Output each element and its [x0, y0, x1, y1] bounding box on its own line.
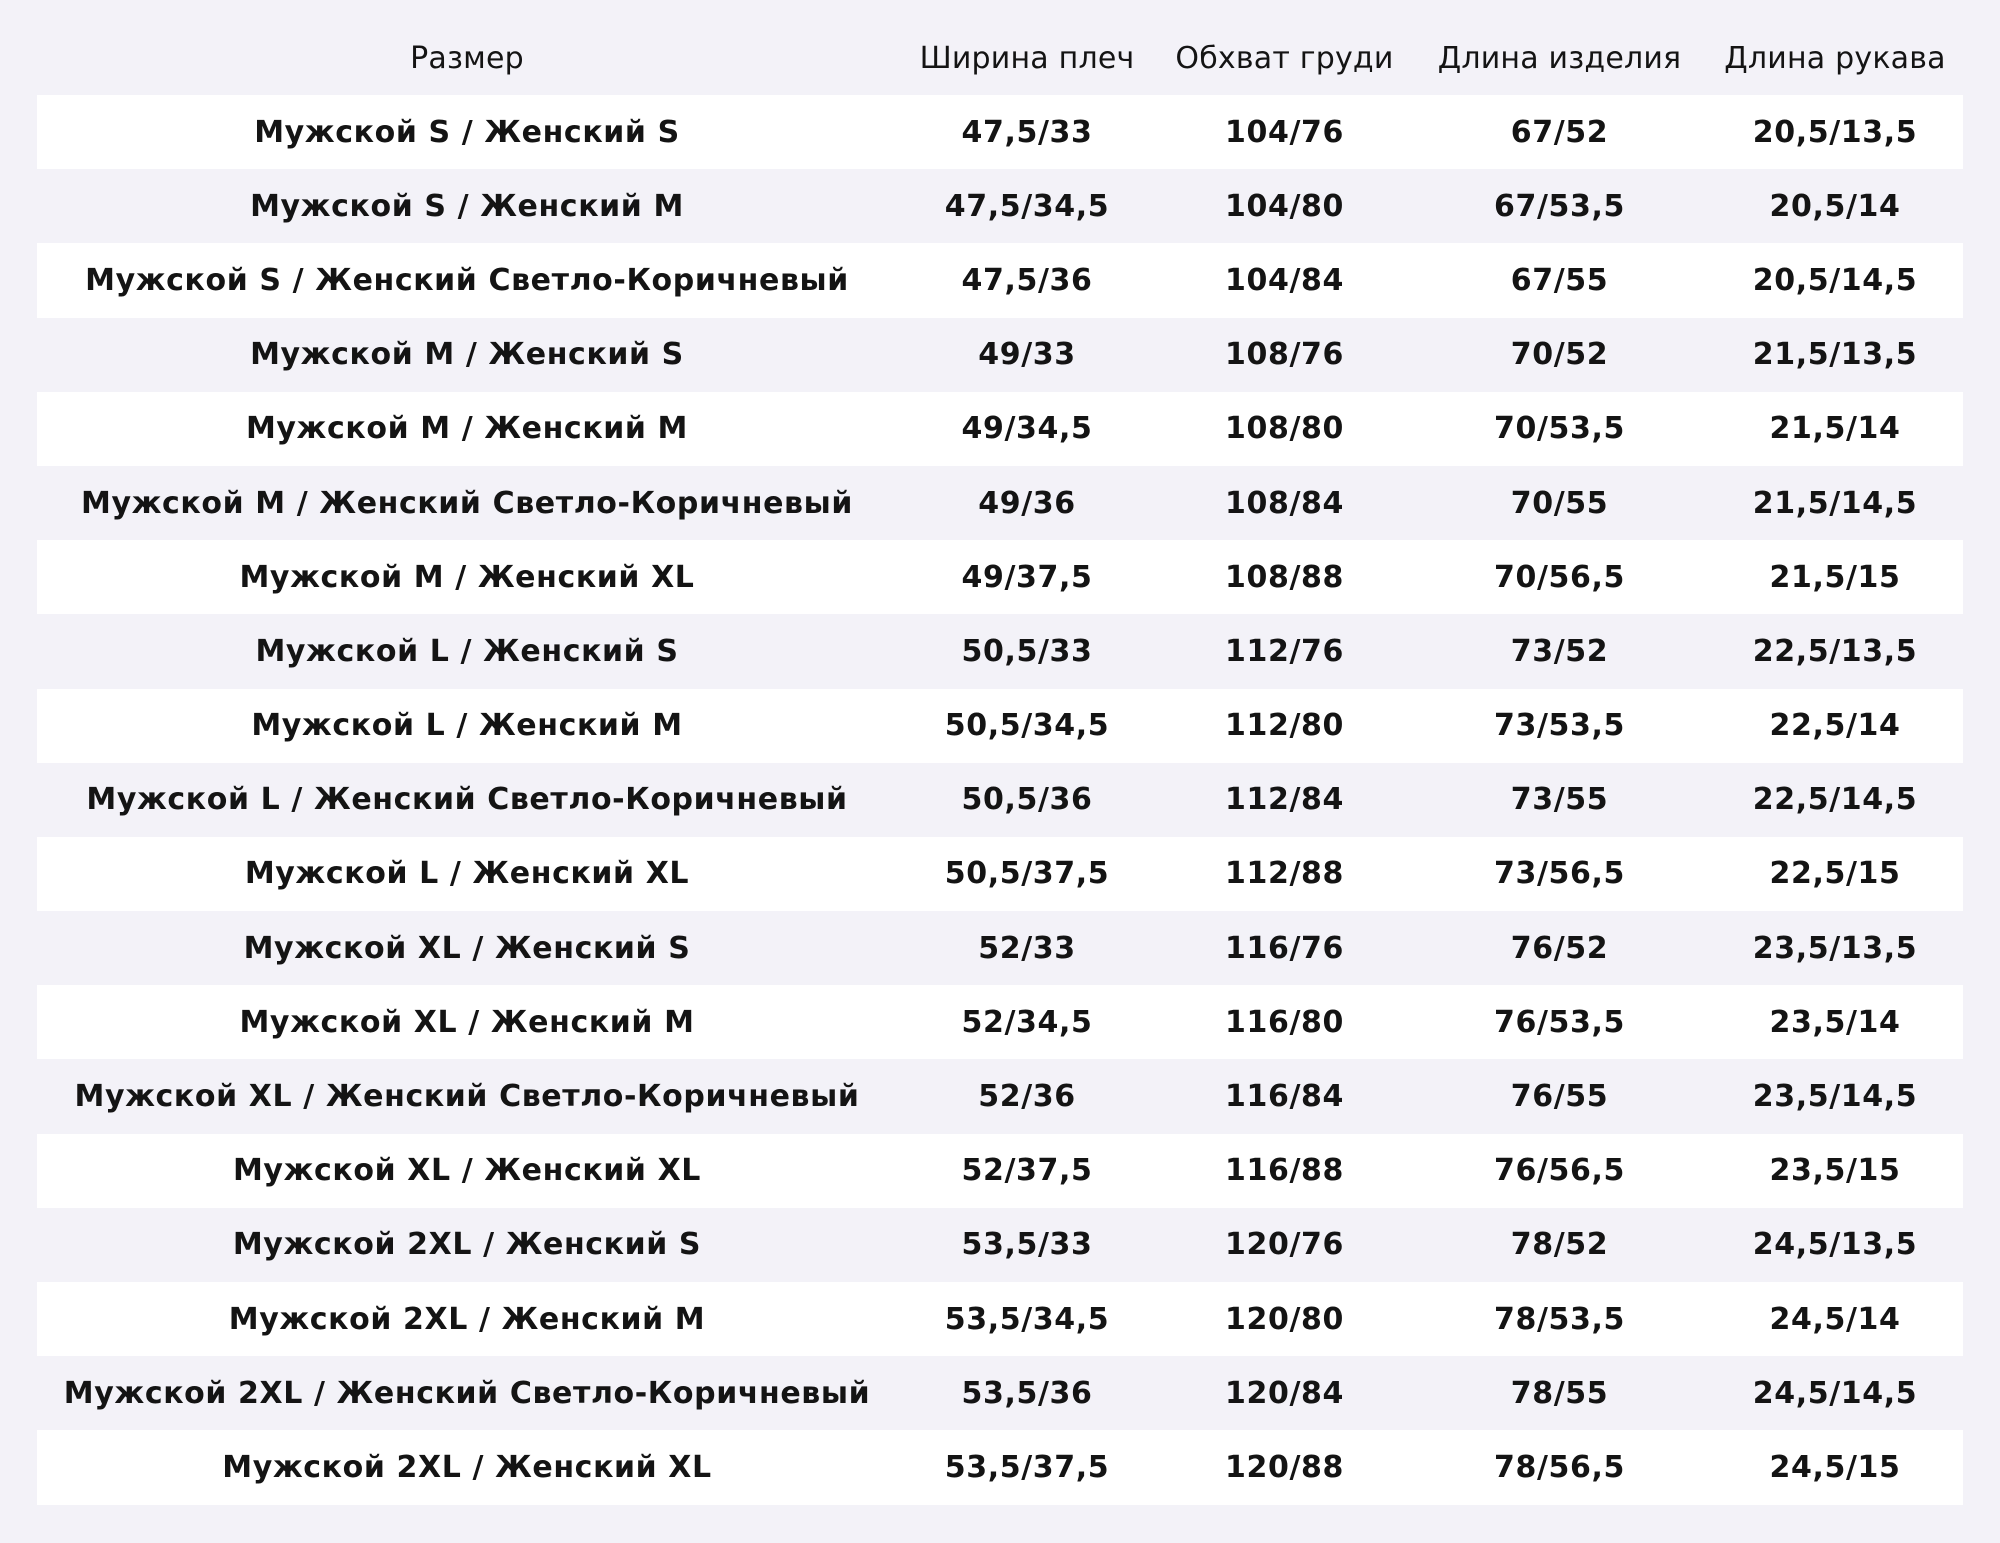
cell-chest-girth: 112/88: [1225, 856, 1344, 892]
cell-shoulder-width: 52/37,5: [961, 1153, 1093, 1189]
cell-sleeve-length: 22,5/14: [1769, 708, 1901, 744]
cell-shoulder-width: 52/33: [978, 930, 1076, 966]
table-row: [37, 689, 1963, 763]
cell-size: Мужской XL / Женский S: [243, 930, 691, 966]
header-size: Размер: [410, 40, 524, 76]
cell-chest-girth: 104/80: [1225, 188, 1344, 224]
header-row: [37, 21, 1963, 95]
cell-chest-girth: 104/76: [1225, 114, 1344, 150]
cell-sleeve-length: 22,5/13,5: [1752, 633, 1918, 669]
cell-shoulder-width: 53,5/36: [961, 1375, 1093, 1411]
cell-garment-length: 78/52: [1510, 1227, 1609, 1263]
cell-chest-girth: 116/84: [1225, 1079, 1344, 1115]
cell-shoulder-width: 53,5/33: [961, 1227, 1093, 1263]
cell-shoulder-width: 52/36: [978, 1079, 1076, 1115]
cell-garment-length: 76/55: [1510, 1079, 1609, 1115]
cell-size: Мужской 2XL / Женский S: [232, 1227, 702, 1263]
cell-shoulder-width: 47,5/36: [961, 262, 1093, 298]
table-row: [37, 837, 1963, 911]
cell-sleeve-length: 24,5/14,5: [1752, 1375, 1918, 1411]
cell-chest-girth: 108/80: [1225, 411, 1344, 447]
cell-garment-length: 73/56,5: [1494, 856, 1625, 892]
table-row: [37, 318, 1963, 392]
table-row: [37, 1282, 1963, 1356]
cell-size: Мужской M / Женский Светло-Коричневый: [80, 485, 853, 521]
cell-sleeve-length: 20,5/14: [1769, 188, 1901, 224]
header-shoulder-width: Ширина плеч: [919, 40, 1135, 76]
table-row: [37, 763, 1963, 837]
table-row: [37, 540, 1963, 614]
cell-chest-girth: 112/76: [1225, 633, 1344, 669]
cell-chest-girth: 120/80: [1225, 1301, 1344, 1337]
cell-shoulder-width: 50,5/34,5: [944, 708, 1110, 744]
cell-garment-length: 78/56,5: [1494, 1449, 1625, 1485]
cell-sleeve-length: 24,5/14: [1769, 1301, 1901, 1337]
cell-size: Мужской 2XL / Женский XL: [222, 1449, 712, 1485]
cell-garment-length: 73/52: [1510, 633, 1609, 669]
cell-chest-girth: 116/76: [1225, 930, 1344, 966]
cell-shoulder-width: 50,5/37,5: [944, 856, 1110, 892]
cell-size: Мужской M / Женский XL: [239, 559, 695, 595]
cell-shoulder-width: 52/34,5: [961, 1004, 1093, 1040]
cell-garment-length: 73/55: [1510, 782, 1609, 818]
cell-size: Мужской XL / Женский M: [239, 1004, 695, 1040]
cell-sleeve-length: 20,5/13,5: [1752, 114, 1918, 150]
size-chart: [37, 21, 1963, 1505]
table-row: [37, 1059, 1963, 1133]
size-table: [37, 21, 1963, 1505]
cell-size: Мужской XL / Женский Светло-Коричневый: [74, 1079, 860, 1115]
cell-chest-girth: 116/80: [1225, 1004, 1344, 1040]
table-row: [37, 243, 1963, 317]
cell-garment-length: 67/55: [1510, 262, 1609, 298]
table-row: [37, 1356, 1963, 1430]
cell-shoulder-width: 49/36: [978, 485, 1076, 521]
cell-size: Мужской M / Женский M: [245, 411, 689, 447]
cell-sleeve-length: 24,5/13,5: [1752, 1227, 1918, 1263]
cell-size: Мужской S / Женский Светло-Коричневый: [85, 262, 849, 298]
cell-sleeve-length: 21,5/13,5: [1752, 337, 1918, 373]
table-row: [37, 985, 1963, 1059]
cell-chest-girth: 108/76: [1225, 337, 1344, 373]
cell-sleeve-length: 21,5/15: [1769, 559, 1901, 595]
cell-sleeve-length: 23,5/14: [1769, 1004, 1901, 1040]
cell-shoulder-width: 47,5/34,5: [944, 188, 1110, 224]
cell-shoulder-width: 53,5/37,5: [944, 1449, 1110, 1485]
table-row: [37, 1430, 1963, 1504]
header-chest-girth: Обхват груди: [1175, 40, 1394, 76]
cell-sleeve-length: 23,5/15: [1769, 1153, 1901, 1189]
cell-garment-length: 70/56,5: [1494, 559, 1625, 595]
cell-shoulder-width: 53,5/34,5: [944, 1301, 1110, 1337]
cell-garment-length: 70/52: [1510, 337, 1609, 373]
cell-size: Мужской XL / Женский XL: [232, 1153, 702, 1189]
cell-garment-length: 67/53,5: [1494, 188, 1625, 224]
cell-size: Мужской M / Женский S: [250, 337, 684, 373]
cell-shoulder-width: 50,5/36: [961, 782, 1093, 818]
cell-chest-girth: 116/88: [1225, 1153, 1344, 1189]
cell-shoulder-width: 50,5/33: [961, 633, 1093, 669]
cell-garment-length: 76/56,5: [1494, 1153, 1625, 1189]
cell-size: Мужской 2XL / Женский Светло-Коричневый: [63, 1375, 871, 1411]
table-row: [37, 95, 1963, 169]
cell-garment-length: 70/55: [1510, 485, 1609, 521]
table-row: [37, 1134, 1963, 1208]
cell-garment-length: 76/52: [1510, 930, 1609, 966]
cell-sleeve-length: 22,5/15: [1769, 856, 1901, 892]
cell-size: Мужской L / Женский Светло-Коричневый: [86, 782, 848, 818]
table-body: [37, 95, 1963, 1505]
cell-garment-length: 73/53,5: [1494, 708, 1625, 744]
cell-size: Мужской L / Женский S: [255, 633, 679, 669]
table-row: [37, 911, 1963, 985]
cell-chest-girth: 120/84: [1225, 1375, 1344, 1411]
cell-sleeve-length: 21,5/14,5: [1752, 485, 1918, 521]
cell-garment-length: 67/52: [1510, 114, 1609, 150]
cell-size: Мужской S / Женский M: [250, 188, 684, 224]
table-row: [37, 169, 1963, 243]
cell-chest-girth: 112/84: [1225, 782, 1344, 818]
cell-chest-girth: 120/88: [1225, 1449, 1344, 1485]
cell-chest-girth: 112/80: [1225, 708, 1344, 744]
cell-chest-girth: 108/84: [1225, 485, 1344, 521]
cell-sleeve-length: 23,5/14,5: [1752, 1079, 1918, 1115]
cell-sleeve-length: 21,5/14: [1769, 411, 1901, 447]
table-row: [37, 392, 1963, 466]
cell-size: Мужской L / Женский M: [251, 708, 683, 744]
table-row: [37, 614, 1963, 688]
cell-garment-length: 78/53,5: [1494, 1301, 1625, 1337]
table-row: [37, 1208, 1963, 1282]
cell-chest-girth: 104/84: [1225, 262, 1344, 298]
cell-shoulder-width: 49/33: [978, 337, 1076, 373]
table-row: [37, 466, 1963, 540]
cell-garment-length: 78/55: [1510, 1375, 1609, 1411]
header-sleeve-length: Длина рукава: [1724, 40, 1946, 76]
cell-garment-length: 70/53,5: [1494, 411, 1625, 447]
table-header: [37, 21, 1963, 95]
cell-shoulder-width: 47,5/33: [961, 114, 1093, 150]
cell-chest-girth: 108/88: [1225, 559, 1344, 595]
cell-shoulder-width: 49/34,5: [961, 411, 1093, 447]
cell-sleeve-length: 22,5/14,5: [1752, 782, 1918, 818]
cell-size: Мужской L / Женский XL: [244, 856, 690, 892]
cell-size: Мужской 2XL / Женский M: [228, 1301, 706, 1337]
header-garment-length: Длина изделия: [1437, 40, 1682, 76]
cell-chest-girth: 120/76: [1225, 1227, 1344, 1263]
cell-size: Мужской S / Женский S: [254, 114, 680, 150]
cell-sleeve-length: 24,5/15: [1769, 1449, 1901, 1485]
cell-shoulder-width: 49/37,5: [961, 559, 1093, 595]
cell-sleeve-length: 23,5/13,5: [1752, 930, 1918, 966]
cell-garment-length: 76/53,5: [1494, 1004, 1625, 1040]
cell-sleeve-length: 20,5/14,5: [1752, 262, 1918, 298]
